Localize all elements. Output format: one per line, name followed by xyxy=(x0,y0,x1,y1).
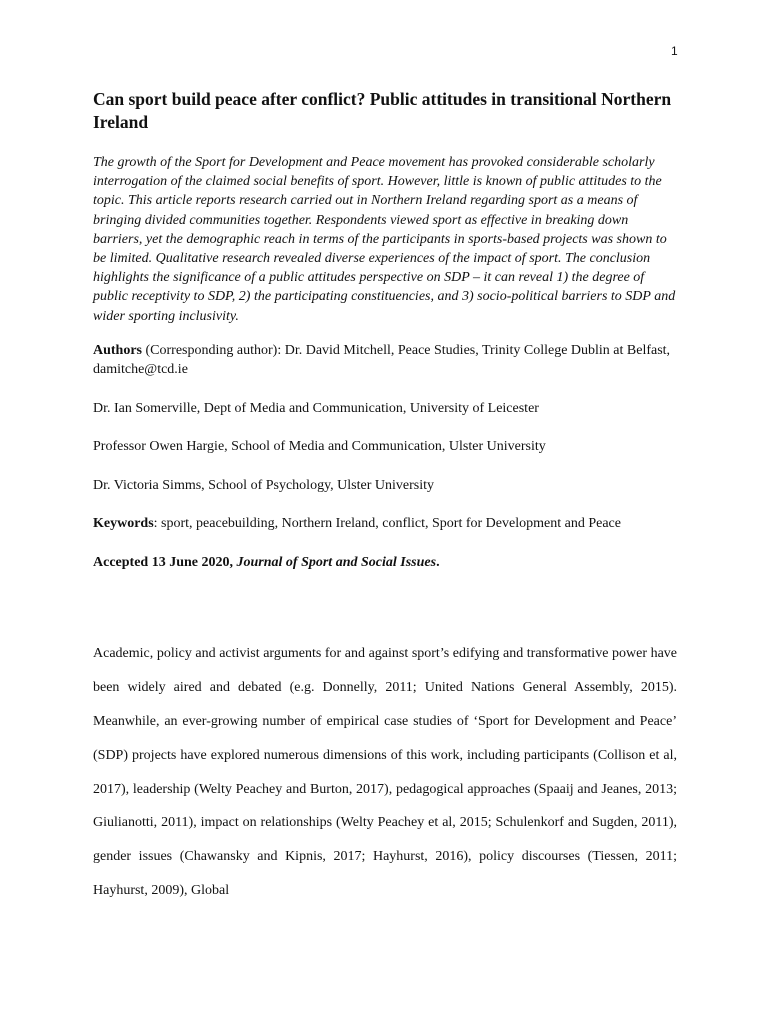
author-entry: Dr. Victoria Simms, School of Psychology, Ulster University xyxy=(93,477,434,493)
abstract: The growth of the Sport for Development and Peace movement has provoked considerable scholarly interrogation of the claimed social benefits of sport. However, little is known of public attitudes to the topic. This article reports research carried out in Northern Ireland regarding sport as a means of bringing divided communities together. Respondents viewed sport as effective in breaking down barriers, yet the demographic reach in terms of the participants in sports-based projects was shown to be limited. Qualitative research revealed diverse experiences of the impact of sport. The conclusion highlights the significance of a public attitudes perspective on SDP – it can reveal 1) the degree of public receptivity to SDP, 2) the participating constituencies, and 3) socio-political barriers to SDP and wider sporting inclusivity. xyxy=(93,155,676,324)
body-paragraph: Academic, policy and activist arguments for and against sport’s edifying and transformative power have been widely aired and debated (e.g. Donnelly, 2011; United Nations General Assembly, 2015). Meanwhile, an ever-growing number of empirical case studies of ‘Sport for Development and Peace’ (SDP) projects have explored numerous dimensions of this work, including participants (Collison et al, 2017), leadership (Welty Peachey and Burton, 2017), pedagogical approaches (Spaaij and Jeanes, 2013; Giulianotti, 2011), impact on relationships (Welty Peachey et al, 2015; Schulenkorf and Sugden, 2011), gender issues (Chawansky and Kipnis, 2017; Hayhurst, 2016), policy discourses (Tiessen, 2011; Hayhurst, 2009), Global xyxy=(93,646,677,898)
corresponding-author xyxy=(93,341,677,380)
keywords-text: : sport, peacebuilding, Northern Ireland, conflict, Sport for Development and Peace xyxy=(153,516,621,532)
accepted-suffix: . xyxy=(436,554,440,570)
accepted-prefix: Accepted 13 June 2020, xyxy=(93,554,237,570)
paper-title: Can sport build peace after conflict? Public attitudes in transitional Northern Ireland xyxy=(93,89,672,132)
corresponding-author-text: (Corresponding author): Dr. David Mitchell, Peace Studies, Trinity College Dublin at Belfast, damitche@tcd.ie xyxy=(93,342,671,378)
keywords-label: Keywords xyxy=(93,516,154,532)
authors-label: Authors xyxy=(93,342,143,358)
page-number: 1 xyxy=(671,44,678,58)
page-content xyxy=(93,88,677,908)
author-entry: Professor Owen Hargie, School of Media and Communication, Ulster University xyxy=(93,439,546,455)
journal-name: Journal of Sport and Social Issues xyxy=(236,554,437,570)
author-entry: Dr. Ian Somerville, Dept of Media and Communication, University of Leicester xyxy=(93,400,539,416)
keywords xyxy=(93,514,677,534)
acceptance-note xyxy=(93,553,677,573)
